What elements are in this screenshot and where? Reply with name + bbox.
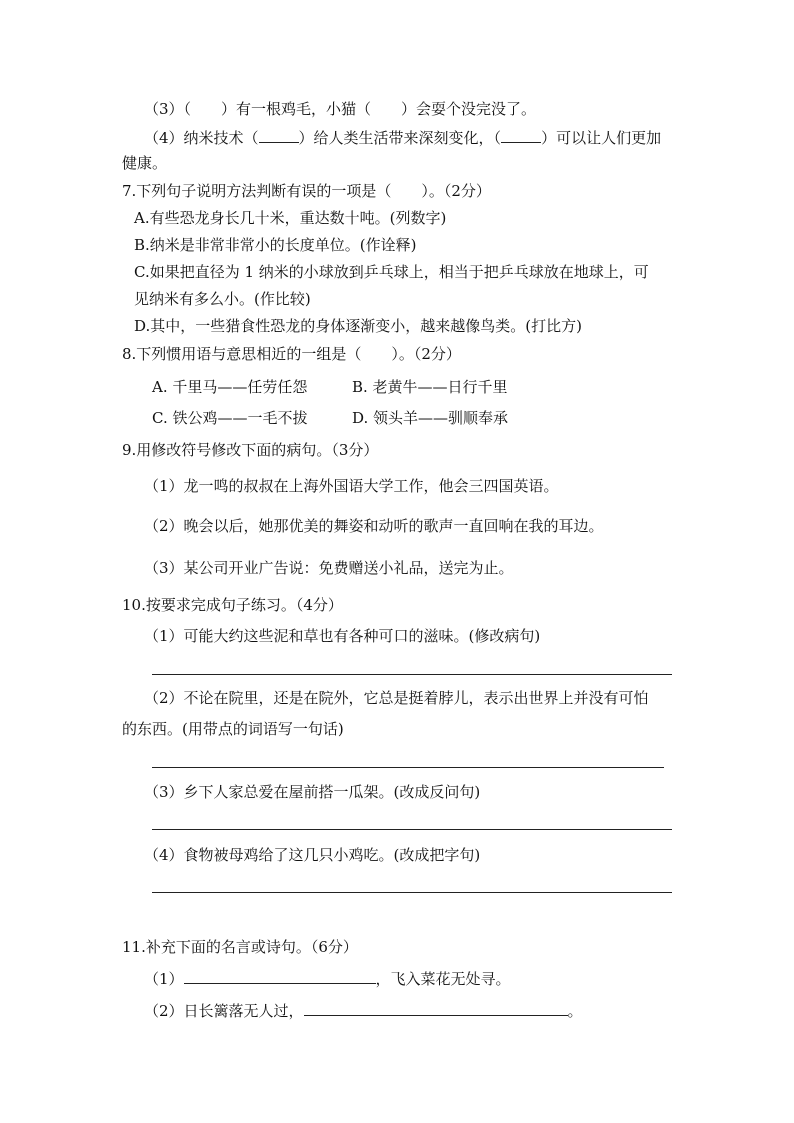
q7-option-b: B.纳米是非常非常小的长度单位。(作诠释) [134,236,417,254]
q10-answer-line-3[interactable] [152,829,672,830]
q11-line-2-end: 。 [567,1002,583,1020]
q10-sentence-4: （4）食物被母鸡给了这几只小鸡吃。(改成把字句) [144,846,481,864]
q9-title: 9.用修改符号修改下面的病句。（3分） [122,441,379,459]
q9-sentence-3: （3）某公司开业广告说：免费赠送小礼品，送完为止。 [144,559,514,577]
q8-option-a: A. 千里马——任劳任怨 [152,378,308,396]
q7-option-a: A.有些恐龙身长几十米，重达数十吨。(列数字) [134,209,447,227]
q8-title: 8.下列惯用语与意思相近的一组是（ ）。（2分） [122,345,461,363]
q11-title: 11.补充下面的名言或诗句。（6分） [122,938,358,956]
q10-answer-line-1[interactable] [152,674,672,675]
q6-item3: （3）（ ）有一根鸡毛，小猫（ ）会耍个没完没了。 [144,100,537,118]
q6-item4-blank-1[interactable] [259,128,299,143]
q11-line-2-text: （2）日长篱落无人过， [144,1002,304,1020]
q6-item4-continued: 健康。 [122,154,168,172]
q10-answer-line-2[interactable] [152,767,664,768]
q10-sentence-1: （1）可能大约这些泥和草也有各种可口的滋味。(修改病句) [144,627,541,645]
q8-option-b: B. 老黄牛——日行千里 [352,378,508,396]
q10-sentence-2-line1: （2）不论在院里，还是在院外，它总是挺着脖儿，表示出世界上并没有可怕 [144,689,649,707]
q7-option-d: D.其中，一些猎食性恐龙的身体逐渐变小，越来越像鸟类。(打比方) [134,317,582,335]
q6-item4-part-a: （4）纳米技术（ [144,129,259,147]
q8-option-c: C. 铁公鸡——一毛不拔 [152,409,308,427]
q11-line-1-text: ，飞入菜花无处寻。 [375,970,511,988]
q11-line-1 [144,969,511,989]
q11-blank-2[interactable] [304,1001,568,1016]
q10-sentence-3: （3）乡下人家总爱在屋前搭一瓜架。(改成反问句) [144,783,481,801]
q6-item4-part-c: ）可以让人们更加 [541,129,662,147]
q6-item4-part-b: ）给人类生活带来深刻变化，（ [298,129,502,147]
q10-sentence-2-line2: 的东西。(用带点的词语写一句话) [122,720,344,738]
q11-blank-1[interactable] [184,969,376,984]
q8-option-d: D. 领头羊——驯顺奉承 [352,409,509,427]
q7-option-c-line1: C.如果把直径为 1 纳米的小球放到乒乓球上，相当于把乒乓球放在地球上，可 [134,263,649,281]
q6-item4-blank-2[interactable] [501,128,541,143]
q11-line-2 [144,1001,583,1021]
q7-option-c-line2: 见纳米有多么小。(作比较) [134,290,311,308]
q10-answer-line-4[interactable] [152,892,672,893]
q11-line-1-number: （1） [144,970,184,988]
q7-title: 7.下列句子说明方法判断有误的一项是（ ）。（2分） [122,182,491,200]
q9-sentence-2: （2）晚会以后，她那优美的舞姿和动听的歌声一直回响在我的耳边。 [144,517,604,535]
q10-title: 10.按要求完成句子练习。（4分） [122,596,343,614]
q6-item4 [144,128,661,148]
q9-sentence-1: （1）龙一鸣的叔叔在上海外国语大学工作，他会三四国英语。 [144,477,559,495]
